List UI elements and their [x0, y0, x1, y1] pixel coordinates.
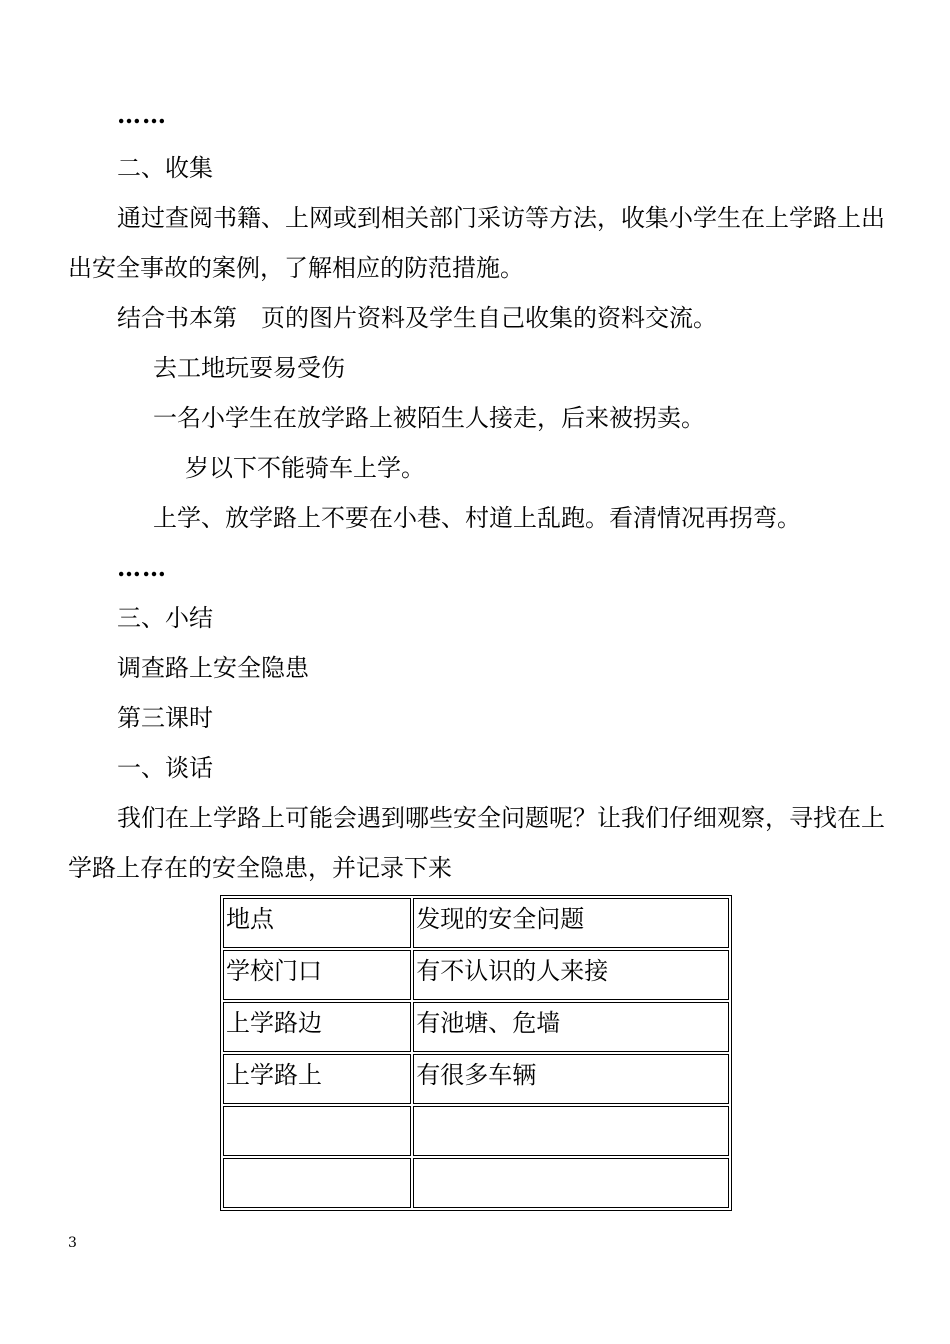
paragraph-line: 出安全事故的案例，了解相应的防范措施。	[68, 254, 524, 282]
table-header-cell: 发现的安全问题	[413, 898, 729, 948]
table-cell: 上学路边	[223, 1002, 411, 1052]
ellipsis: ……	[117, 553, 167, 582]
table-row	[223, 1002, 729, 1052]
section-heading-collect: 二、收集	[117, 154, 213, 182]
example-item: 上学、放学路上不要在小巷、村道上乱跑。看清情况再拐弯。	[153, 504, 801, 532]
table-row	[223, 1054, 729, 1104]
table-cell: 学校门口	[223, 950, 411, 1000]
table-cell: 有池塘、危墙	[413, 1002, 729, 1052]
safety-survey-table	[220, 895, 732, 1211]
table-row	[223, 950, 729, 1000]
table-cell: 上学路上	[223, 1054, 411, 1104]
table-row	[223, 1106, 729, 1156]
table-header-row	[223, 898, 729, 948]
section-heading-summary: 三、小结	[117, 604, 213, 632]
table-header-cell: 地点	[223, 898, 411, 948]
table-cell: 有很多车辆	[413, 1054, 729, 1104]
example-item: 一名小学生在放学路上被陌生人接走，后来被拐卖。	[153, 404, 705, 432]
page-number: 3	[68, 1235, 77, 1251]
table-cell	[223, 1106, 411, 1156]
table-row	[223, 1158, 729, 1208]
paragraph-line: 我们在上学路上可能会遇到哪些安全问题呢？让我们仔细观察，寻找在上	[117, 804, 885, 832]
ellipsis: ……	[117, 100, 167, 129]
topic-title: 调查路上安全隐患	[117, 654, 309, 682]
table-cell	[413, 1106, 729, 1156]
paragraph-line: 通过查阅书籍、上网或到相关部门采访等方法，收集小学生在上学路上出	[117, 204, 885, 232]
example-item: 岁以下不能骑车上学。	[185, 454, 425, 482]
paragraph-line: 学路上存在的安全隐患，并记录下来	[68, 854, 452, 882]
section-heading-talk: 一、谈话	[117, 754, 213, 782]
lesson-title: 第三课时	[117, 704, 213, 732]
table-cell	[413, 1158, 729, 1208]
example-item: 去工地玩耍易受伤	[153, 354, 345, 382]
paragraph-line: 结合书本第 页的图片资料及学生自己收集的资料交流。	[117, 304, 717, 332]
table-cell: 有不认识的人来接	[413, 950, 729, 1000]
table-cell	[223, 1158, 411, 1208]
